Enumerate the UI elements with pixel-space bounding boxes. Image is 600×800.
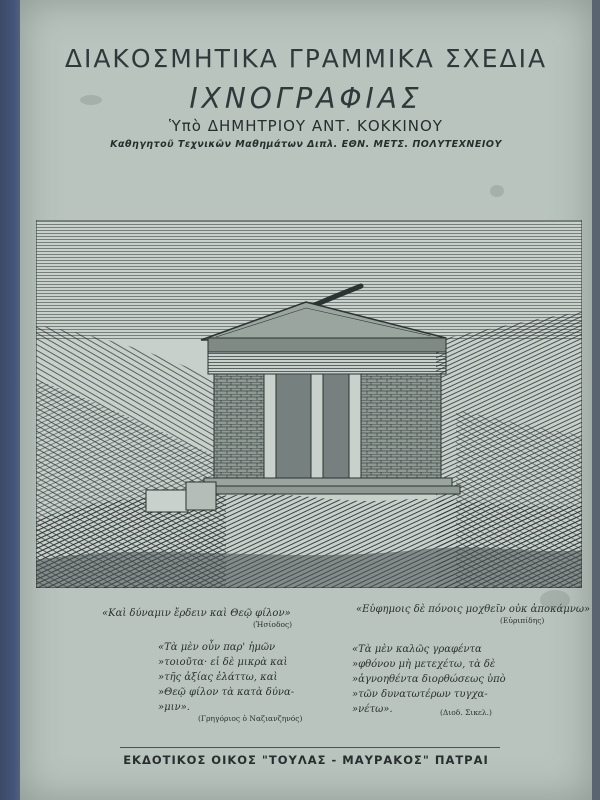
quote-euripides-attribution: (Εὐριπίδης) <box>500 616 545 625</box>
author-name: Ὑπὸ ΔΗΜΗΤΡΙΟΥ ΑΝΤ. ΚΟΚΚΙΝΟΥ <box>169 117 443 135</box>
quote-diodorus <box>352 642 506 717</box>
quote-diodorus-attribution: (Διοδ. Σικελ.) <box>440 708 492 717</box>
quote-line: »τῆς ἀξίας ἐλάττω, καὶ <box>158 672 278 683</box>
divider-rule <box>120 747 500 748</box>
title-line-2: ΙΧΝΟΓΡΑΦΙΑΣ <box>189 82 423 115</box>
title-line-1: ΔΙΑΚΟΣΜΗΤΙΚΑ ΓΡΑΜΜΙΚΑ ΣΧΕΔΙΑ <box>64 44 548 73</box>
quote-line: «Τὰ μὲν καλῶς γραφέντα <box>352 644 482 655</box>
publisher-imprint: ΕΚΔΟΤΙΚΟΣ ΟΙΚΟΣ "ΤΟΥΛΑΣ - ΜΑΥΡΑΚΟΣ" ΠΑΤΡΑΙ <box>123 753 489 767</box>
quote-line: »ἀγνοηθέντα διορθώσεως ὑπὸ <box>352 674 506 685</box>
book-cover <box>20 0 592 800</box>
quote-hesiod: «Καὶ δύναμιν ἔρδειν καὶ Θεῷ φίλον» <box>102 608 291 619</box>
quote-line: »τῶν δυνατωτέρων τυγχα- <box>352 689 488 700</box>
quote-line: »νέτω». <box>352 704 393 715</box>
quote-gregory-attribution: (Γρηγόριος ὁ Ναζιανζηνός) <box>198 714 303 723</box>
quote-line: »Θεῷ φίλον τὰ κατὰ δύνα- <box>158 687 295 698</box>
quote-euripides: «Εὐφημοις δὲ πόνοις μοχθεῖν οὐκ ἀποκάμνω» <box>356 604 591 615</box>
quote-line: »μιν». <box>158 702 190 713</box>
author-credentials: Καθηγητοῦ Τεχνικῶν Μαθημάτων Διπλ. ΕΘΝ. ΜΕΤΣ. ΠΟΛΥΤΕΧΝΕΙΟΥ <box>110 139 502 150</box>
quote-gregory <box>158 640 294 715</box>
quote-line: »φθόνου μὴ μετεχέτω, τὰ δὲ <box>352 659 496 670</box>
stain-mark <box>490 185 504 197</box>
quote-hesiod-attribution: (Ἡσίοδος) <box>253 620 293 629</box>
temple-engraving <box>36 220 582 588</box>
quote-line: »τοιοῦτα· εἰ δὲ μικρὰ καὶ <box>158 657 288 668</box>
quote-line: «Τὰ μὲν οὖν παρ' ἡμῶν <box>158 642 276 653</box>
